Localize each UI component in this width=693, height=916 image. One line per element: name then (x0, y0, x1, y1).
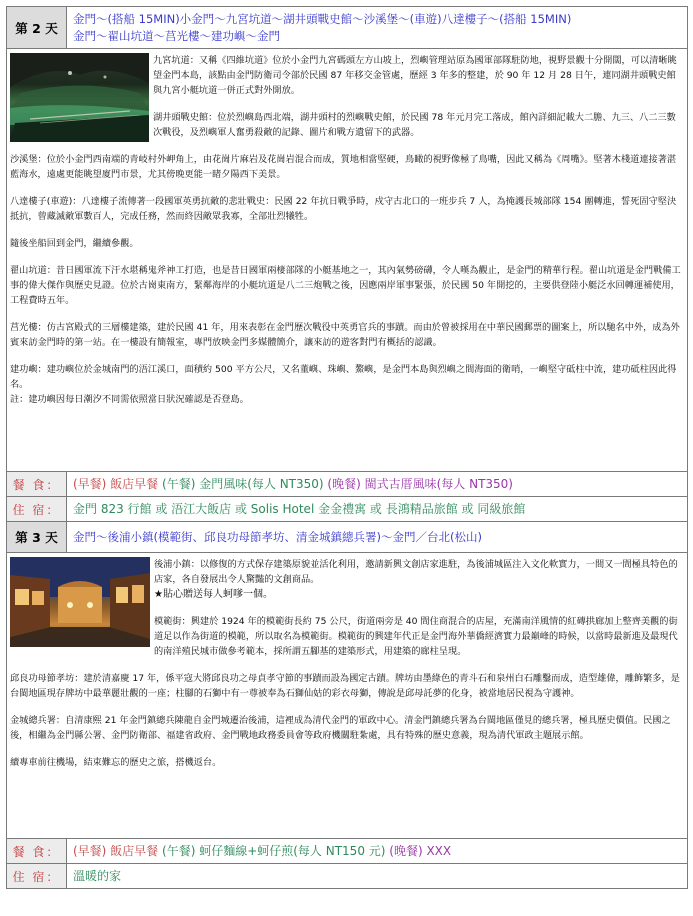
day3-breakfast: (早餐) 飯店早餐 (73, 844, 159, 858)
street-photo-illustration (10, 557, 150, 647)
day2-label: 第 2 天 (7, 7, 67, 49)
day3-lunch: (午餐) 蚵仔麵線+蚵仔煎(每人 NT150 元) (162, 844, 386, 858)
day2-paragraph-4: 八達樓子(車遊)：八達樓子流傳著一段國軍英勇抗敵的悲壯戰史：民國 22 年抗日戰爭時，戍守古北口的一班步兵 7 人，為掩護長城部隊 154 團轉進，誓死固守堅決抵抗，曾藏滅敵軍數百人，完成任務，然而終因敵眾我寡，全部壯烈犧牲。 (10, 196, 677, 222)
day3-meals (67, 839, 688, 864)
day2-meal-label: 餐 食： (7, 472, 67, 497)
day3-paragraph-4: 續專車前往機場，結束難忘的歷史之旅，搭機返台。 (10, 757, 222, 768)
tunnel-photo-illustration (10, 53, 149, 142)
day2-stay: 金門 823 行館 或 浯江大飯店 或 Solis Hotel 金金禮寓 或 長鴻精品旅館 或 同級旅館 (67, 497, 688, 522)
day3-stay-label: 住 宿： (7, 864, 67, 889)
day2-meals (67, 472, 688, 497)
day3-body-row (7, 553, 688, 839)
day3-stay: 溫暖的家 (67, 864, 688, 889)
day3-meal-label: 餐 食： (7, 839, 67, 864)
day2-meal-row (7, 472, 688, 497)
day3-intro: 後浦小鎮：以修復的方式保存建築原貌並活化利用，邀請新興文創店家進駐，為後浦城區注入文化軟實力，一間又一間極具特色的店家，各自發展出令人驚豔的文創商品。 (154, 559, 678, 585)
day2-paragraph-3: 沙溪堡：位於小金門西南端的青岐村外岬角上，由花崗片麻岩及花崗岩混合而成，質地相當堅硬，鳥瞰的視野像極了鳥嘴，因此又稱為《周嘴》。堅著木棧道連接著湛藍海水，遠處更能眺望廈門市景，尤其傍晚更能一睹夕陽西下美景。 (10, 154, 677, 180)
day3-meal-row (7, 839, 688, 864)
day2-body-row (7, 49, 688, 472)
day2-paragraph-6: 翟山坑道：昔日國軍流下汗水堪稱鬼斧神工打造，也是昔日國軍兩棲部隊的小艇基地之一，其內氣勢磅礴，令人嘆為觀止，是金門的精華行程。翟山坑道是金門戰備工事的偉大傑作與歷史見證。位於古崗東南方，緊鄰海岸的小艇坑道是八二三炮戰之後，因應兩岸軍事緊張，於民國 50 年開挖的，主要供登陸小艇泛水回轉運補使用，工程費時五年。 (10, 265, 681, 306)
day3-route-line1: 金門～後浦小鎮(模範街、邱良功母節孝坊、清金城鎮總兵署)～金門／台北(松山) (73, 529, 482, 544)
day3-stay-row (7, 864, 688, 889)
day3-paragraph-2: 邱良功母節孝坊：建於清嘉慶 17 年，係平寇大將邱良功之母貞孝守節的事蹟而設為國定古蹟。牌坊由墨綠色的青斗石和泉州白石雕鑿而成，造型雄偉，雕飾繁多，是台閩地區現存牌坊中最華麗壯觀的一座；柱腳的石獅中有一尊被奉為石獅仙姑的彩衣母獅，傳說是邱母託夢的化身，被當地居民視為守護神。 (10, 673, 680, 699)
day2-route (67, 7, 688, 49)
day2-route-line2: 金門～翟山坑道～莒光樓～建功嶼～金門 (73, 28, 280, 43)
day2-route-line1: 金門～(搭船 15MIN)小金門～九宮坑道～湖井頭戰史館～沙溪堡～(車遊)八達樓子～(搭船 15MIN) (73, 11, 572, 26)
day2-dinner: (晚餐) 閩式古厝風味(每人 NT350) (327, 477, 513, 491)
day2-paragraph-1: 九宮坑道：又稱《四維坑道》位於小金門九宮碼頭左方山坡上，烈嶼管理站原為國軍部隊駐防地，視野景觀十分開闊，可以清晰眺望金門本島，該點由金門防衛司令部於民國 87 年移交金管處，歷經 3 年多的整建，於 90 年 12 月 28 日午，連同湖井頭戰史館與九宮小艇坑道一併正式對外開放。 (153, 55, 677, 96)
day2-paragraph-5: 隨後坐船回到金門，繼續參觀。 (10, 238, 139, 249)
day2-header-row (7, 7, 688, 49)
day3-paragraph-1: 模範街：興建於 1924 年的模範街長約 75 公尺，街道兩旁是 40 間住商混合的店屋，充滿南洋風情的紅磚拱廊加上整齊美觀的街道足以作為街道的模範，所以取名為模範街。模範街的興建年代正是金門海外華僑經濟實力最巔峰的時候，以當時最新進及最現代的南洋殖民城市做參考範本，採所謂五腳基的建築形式，用建築的廊柱呈現。 (154, 616, 678, 657)
itinerary-sheet (6, 6, 687, 889)
day3-dinner: (晚餐) XXX (389, 844, 452, 858)
day2-stay-label: 住 宿： (7, 497, 67, 522)
day2-paragraph-8: 建功嶼：建功嶼位於金城南門的浯江溪口，面積約 500 平方公尺，又名董嶼、珠嶼、鰲嶼，是金門本島與烈嶼之間海面的衛哨，一嶼堅守砥柱中流，建功砥柱因此得名。 (10, 364, 677, 390)
day3-header-row (7, 522, 688, 553)
itinerary-table (6, 6, 688, 889)
day2-breakfast: (早餐) 飯店早餐 (73, 477, 159, 491)
day3-label: 第 3 天 (7, 522, 67, 553)
day2-paragraph-2: 湖井頭戰史館：位於烈嶼島西北端，湖井頭村的烈嶼戰史館，於民國 78 年元月完工落成，館內詳細記載大二膽、九三、八二三數次戰役，及烈嶼軍人奮勇殺敵的記錄、圖片和戰方遺留下的武器。 (153, 112, 676, 138)
day2-description (7, 49, 688, 472)
day2-lunch: (午餐) 金門風味(每人 NT350) (162, 477, 324, 491)
day3-gift-note: ★貼心贈送每人蚵嗲一個。 (154, 589, 273, 600)
street-photo (10, 557, 150, 647)
day3-route (67, 522, 688, 553)
day3-paragraph-3: 金城總兵署：自清康熙 21 年金門鎮總兵陳龍自金門城遷治後浦，這裡成為清代金門的軍政中心。清金門鎮總兵署為台閩地區僅見的總兵署，極具歷史價值。民國之後，相繼為金門縣公署、金門防衛部、福建省政府、金門戰地政務委員會等政府機關駐紮處，具有特殊的歷史意義，現為清代軍政主題展示館。 (10, 715, 671, 741)
tunnel-photo (10, 53, 149, 142)
day3-description (7, 553, 688, 839)
day2-stay-row (7, 497, 688, 522)
day2-note: 註：建功嶼因每日潮汐不同需依照當日狀況確認是否登島。 (10, 394, 249, 405)
day2-paragraph-7: 莒光樓：仿古宮殿式的三層樓建築，建於民國 41 年，用來表彰在金門歷次戰役中英勇官兵的事蹟。而由於曾被採用在中華民國郵票的圖案上，所以馳名中外，成為外賓來訪金門時的第一站。在一樓設有簡報室，專門放映金門多媒體簡介，讓來訪的遊客對門有概括的認識。 (10, 322, 680, 348)
